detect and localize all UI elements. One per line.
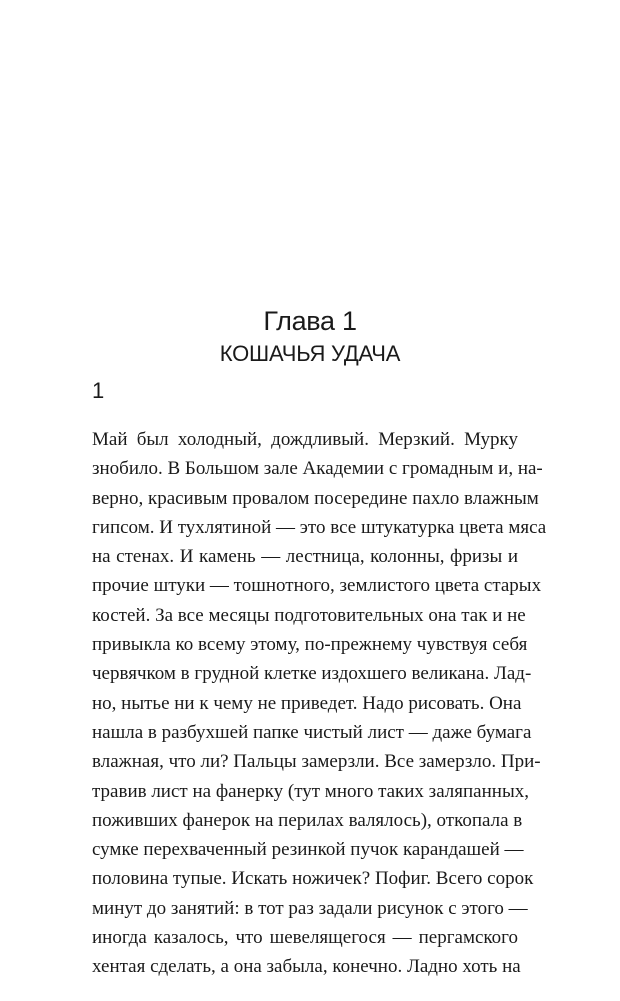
body-line: половина тупые. Искать ножичек? Пофиг. Всего сорок — [92, 868, 534, 890]
chapter-subtitle: КОШАЧЬЯ УДАЧА — [219, 341, 401, 366]
chapter-title: Глава 1 — [263, 306, 357, 336]
body-line: поживших фанерок на перилах валялось), откопала в — [92, 809, 523, 831]
body-line: Май был холодный, дождливый. Мерзкий. Мурку — [92, 429, 518, 450]
body-line: травив лист на фанерку (тут много таких заляпанных, — [92, 780, 529, 802]
body-line: нашла в разбухшей папке чистый лист — даже бумага — [92, 721, 532, 743]
body-text — [92, 425, 547, 982]
body-line: но, нытье ни к чему не приведет. Надо рисовать. Она — [92, 692, 522, 714]
body-line: влажная, что ли? Пальцы замерзли. Все замерзло. При- — [92, 751, 541, 773]
body-line: костей. За все месяцы подготовительных она так и не — [92, 604, 526, 626]
body-line: привыкла ко всему этому, по-прежнему чувствуя себя — [92, 634, 528, 656]
body-line: иногда казалось, что шевелящегося — пергамского — [92, 927, 518, 949]
body-line: червячком в грудной клетке издохшего великана. Лад- — [92, 663, 532, 685]
body-line: минут до занятий: в тот раз задали рисунок с этого — — [92, 897, 528, 919]
body-line: гипсом. И тухлятиной — это все штукатурка цвета мяса — [92, 516, 547, 538]
body-line: верно, красивым провалом посередине пахло влажным — [92, 487, 539, 509]
body-line: знобило. В Большом зале Академии с громадным и, на- — [92, 458, 543, 480]
section-number: 1 — [92, 378, 105, 403]
body-line: хентая сделать, а она забыла, конечно. Ладно хоть на — [92, 956, 521, 978]
body-line: сумке перехваченный резинкой пучок карандашей — — [92, 839, 524, 861]
body-line: на стенах. И камень — лестница, колонны, фризы и — [92, 546, 518, 568]
body-line: прочие штуки — тошнотного, землистого цвета старых — [92, 575, 542, 597]
